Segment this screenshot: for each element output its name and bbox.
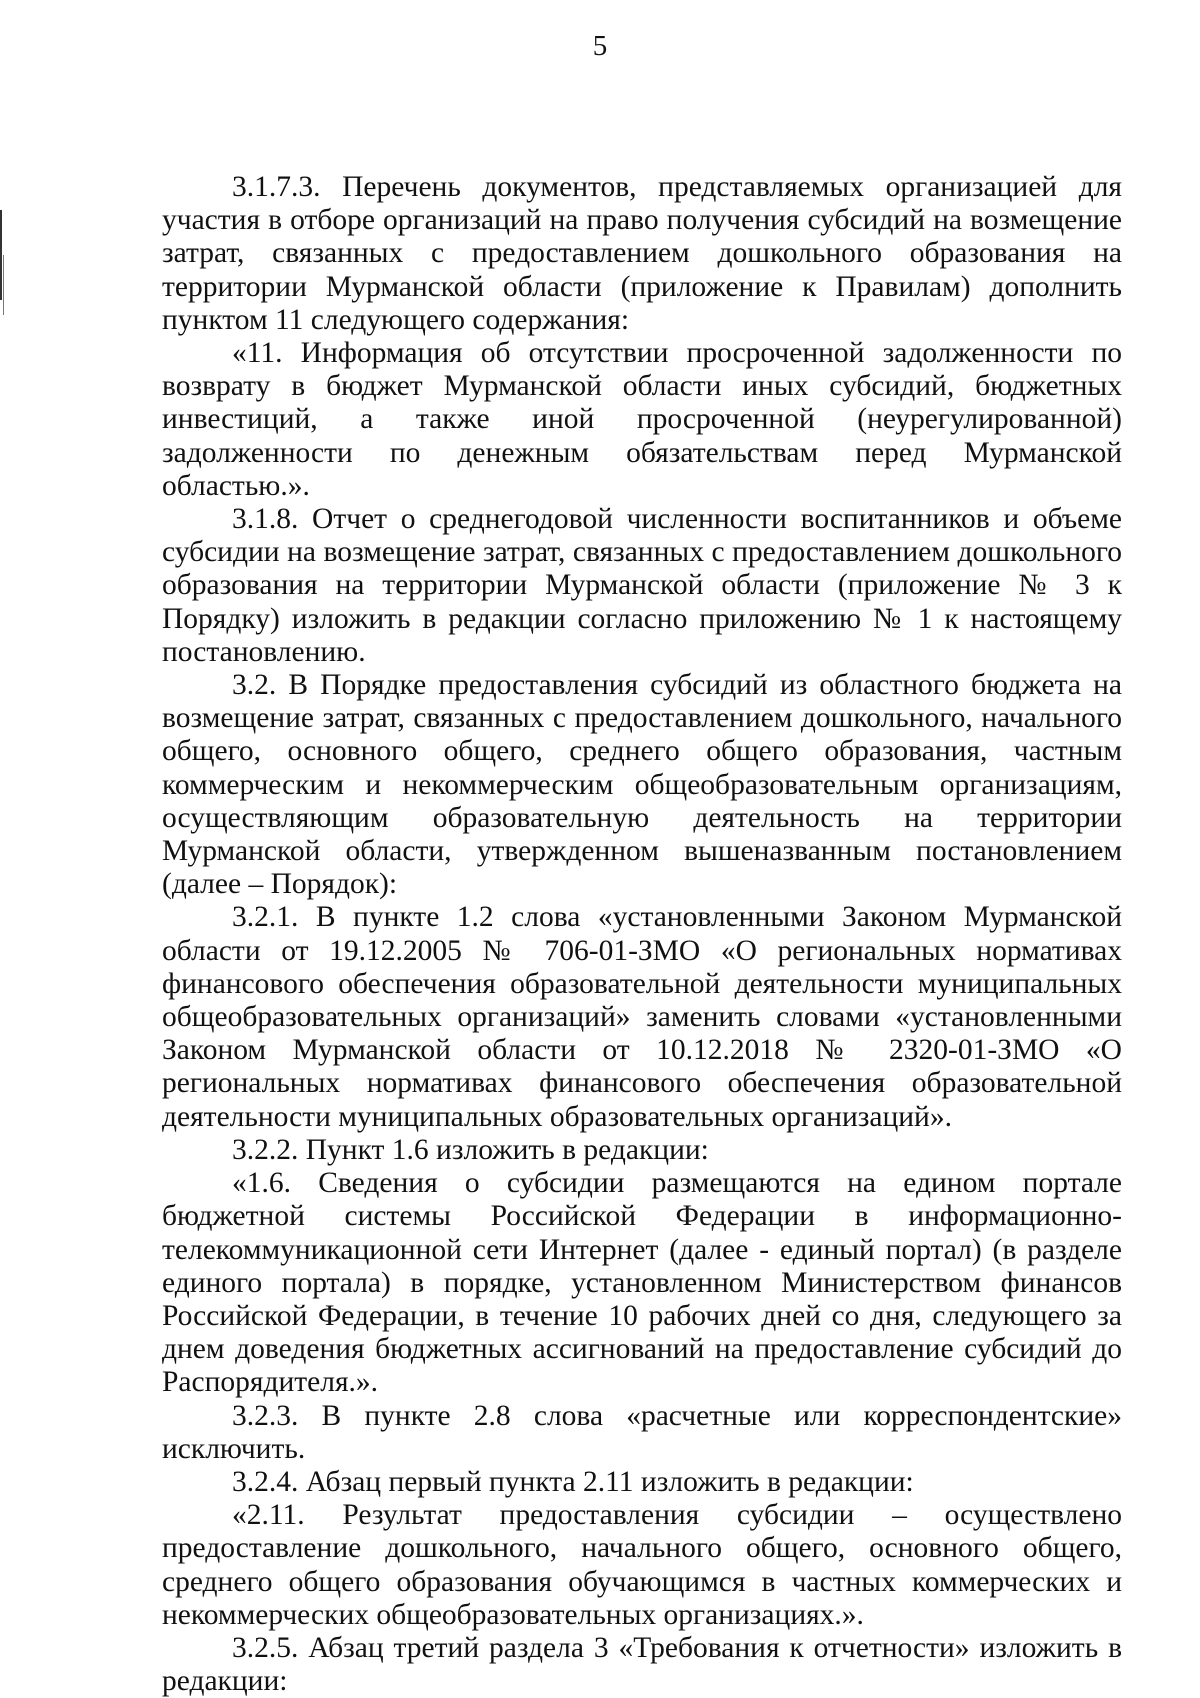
paragraph-3-2-4: 3.2.4. Абзац первый пункта 2.11 изложить в редакции:	[232, 1465, 914, 1498]
paragraph-3-2-1: 3.2.1. В пункте 1.2 слова «установленными Законом Мурманской области от 19.12.2005 № 706-01-ЗМО «О региональных нормативах финансового обеспечения образовательной деятельности муниципальных общеобразовательных организаций» заменить словами «установленными Законом Мурманской области от 10.12.2018 № 2320-01-ЗМО «О региональных нормативах финансового обеспечения образовательной деятельности муниципальных образовательных организаций».	[162, 901, 1122, 1133]
page-number: 5	[592, 30, 608, 62]
paragraph-3-2: 3.2. В Порядке предоставления субсидий из областного бюджета на возмещение затрат, связанных с предоставлением дошкольного, начального общего, основного общего, среднего общего образования, частным коммерческим и некоммерческим общеобразовательным организациям, осуществляющим образовательную деятельность на территории Мурманской области, утвержденном вышеназванным постановлением (далее – Порядок):	[162, 669, 1122, 901]
paragraph-item-2-11: «2.11. Результат предоставления субсидии – осуществлено предоставление дошкольного, начального общего, основного общего, среднего общего образования обучающимся в частных коммерческих и некоммерческих общеобразовательных организациях.».	[162, 1499, 1122, 1631]
paragraph-3-2-2: 3.2.2. Пункт 1.6 изложить в редакции:	[232, 1133, 709, 1166]
scan-edge-mark	[3, 255, 4, 315]
paragraph-item-1-6: «1.6. Сведения о субсидии размещаются на едином портале бюджетной системы Российской Федерации в информационно-телекоммуникационной сети Интернет (далее - единый портал) (в разделе единого портала) в порядке, установленном Министерством финансов Российской Федерации, в течение 10 рабочих дней со дня, следующего за днем доведения бюджетных ассигнований на предоставление субсидий до Распорядителя.».	[162, 1167, 1122, 1399]
paragraph-3-2-3: 3.2.3. В пункте 2.8 слова «расчетные или корреспондентские» исключить.	[162, 1399, 1122, 1465]
scan-edge-mark	[0, 210, 2, 300]
paragraph-item-11: «11. Информация об отсутствии просроченной задолженности по возврату в бюджет Мурманской области иных субсидий, бюджетных инвестиций, а также иной просроченной (неурегулированной) задолженности по денежным обязательствам перед Мурманской областью.».	[162, 337, 1122, 502]
paragraph-3-2-5: 3.2.5. Абзац третий раздела 3 «Требования к отчетности» изложить в редакции:	[162, 1631, 1122, 1698]
paragraph-3-1-7-3: 3.1.7.3. Перечень документов, представляемых организацией для участия в отборе организаций на право получения субсидий на возмещение затрат, связанных с предоставлением дошкольного образования на территории Мурманской области (приложение к Правилам) дополнить пунктом 11 следующего содержания:	[162, 171, 1122, 336]
paragraph-3-1-8: 3.1.8. Отчет о среднегодовой численности воспитанников и объеме субсидии на возмещение затрат, связанных с предоставлением дошкольного образования на территории Мурманской области (приложение № 3 к Порядку) изложить в редакции согласно приложению № 1 к настоящему постановлению.	[162, 503, 1122, 668]
document-body	[162, 171, 1122, 1698]
